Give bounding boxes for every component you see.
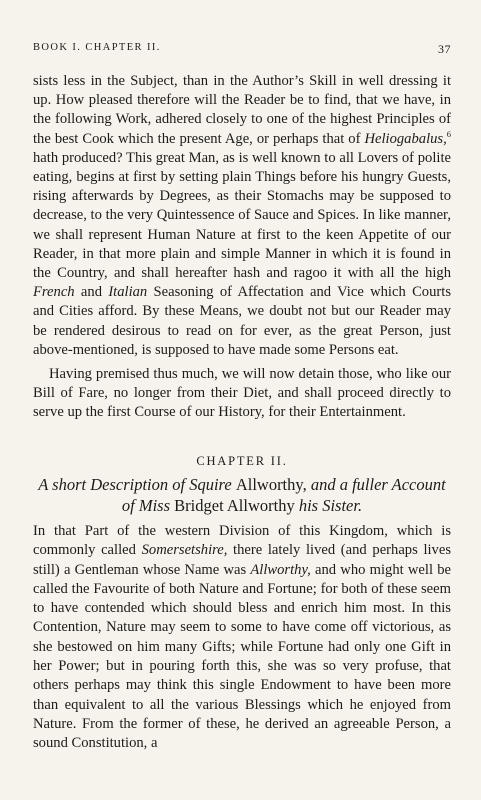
paragraph-1-text-b: hath produced? This great Man, as is well known to all Lovers of polite eating, begins at first by setting plain Things before his hungry Guests, rising afterwards by Degrees, as their Stomachs may be supposed to decrease, to the very Quintessence of Sauce and Spices. In like manner, we shall represent Human Nature at first to the keen Appetite of our Reader, in that more plain and simple Manner in which it is found in the Country, and shall hereafter hash and ragoo it with all the high [33, 149, 451, 282]
paragraph-1-text-c: and [74, 284, 109, 301]
paragraph-1-text-d: Seasoning of Affectation and Vice which Courts and Cities afford. By these Means, we doubt not but our Reader may be rendered desirous to read on for ever, as the great Person, just above-mentioned, is supposed to have made some Persons eat. [33, 284, 451, 358]
chapter-title-name-allworthy: Allworthy, [235, 475, 307, 494]
chapter-text-a: In that Part of the western Division of this Kingdom, which is commonly called [33, 523, 451, 559]
running-head [33, 42, 451, 56]
french-italic: French [33, 284, 75, 301]
heliogabalus-italic: Heliogabalus, [364, 130, 447, 147]
chapter-title-text-b: and a fuller Account of Miss [121, 475, 446, 515]
chapter-text-c: and who might well be called the Favourite of both Nature and Fortune; for both of these seem to have contended which should bless and enrich him most. In this Contention, Nature may seem to some to have come off victorious, as she bestowed on him many Gifts; while Fortune had only one Gift in her Power; but in pouring forth this, she was so very profuse, that others perhaps may think this single Endowment to have been more than equivalent to all the various Blessings which he enjoyed from Nature. From the former of these, he derived an agreeable Person, a sound Constitution, a [33, 561, 452, 752]
chapter-title-text-c: his Sister. [294, 496, 363, 515]
chapter-title-name-bridget: Bridget Allworthy [174, 496, 295, 515]
paragraph-1 [33, 72, 451, 360]
chapter-title [33, 474, 451, 516]
chapter-text [33, 522, 451, 754]
page-number: 37 [438, 42, 451, 56]
footnote-marker: 6 [446, 128, 451, 139]
chapter-heading: CHAPTER II. [196, 454, 288, 468]
italian-italic: Italian [108, 284, 148, 301]
allworthy-italic: Allworthy, [250, 561, 311, 578]
body-text [33, 72, 451, 423]
running-head-title: BOOK I. CHAPTER II. [33, 42, 161, 53]
chapter-title-text-a: A short Description of Squire [38, 475, 236, 494]
paragraph-1-text-a: sists less in the Subject, than in the Author’s Skill in well dressing it up. How pleased therefore will the Reader be to find, that we have, in the following Work, adhered closely to one of the highest Principles of the best Cook which the present Age, or perhaps that of [33, 73, 451, 147]
paragraph-2: Having premised thus much, we will now detain those, who like our Bill of Fare, no longer from their Diet, and shall proceed directly to serve up the first Course of our History, for their Entertainment. [33, 366, 451, 421]
somersetshire-italic: Somersetshire, [141, 542, 228, 559]
chapter-paragraph-1 [33, 522, 451, 754]
chapter-text-b: there lately lived (and perhaps lives still) a Gentleman whose Name was [33, 542, 452, 578]
